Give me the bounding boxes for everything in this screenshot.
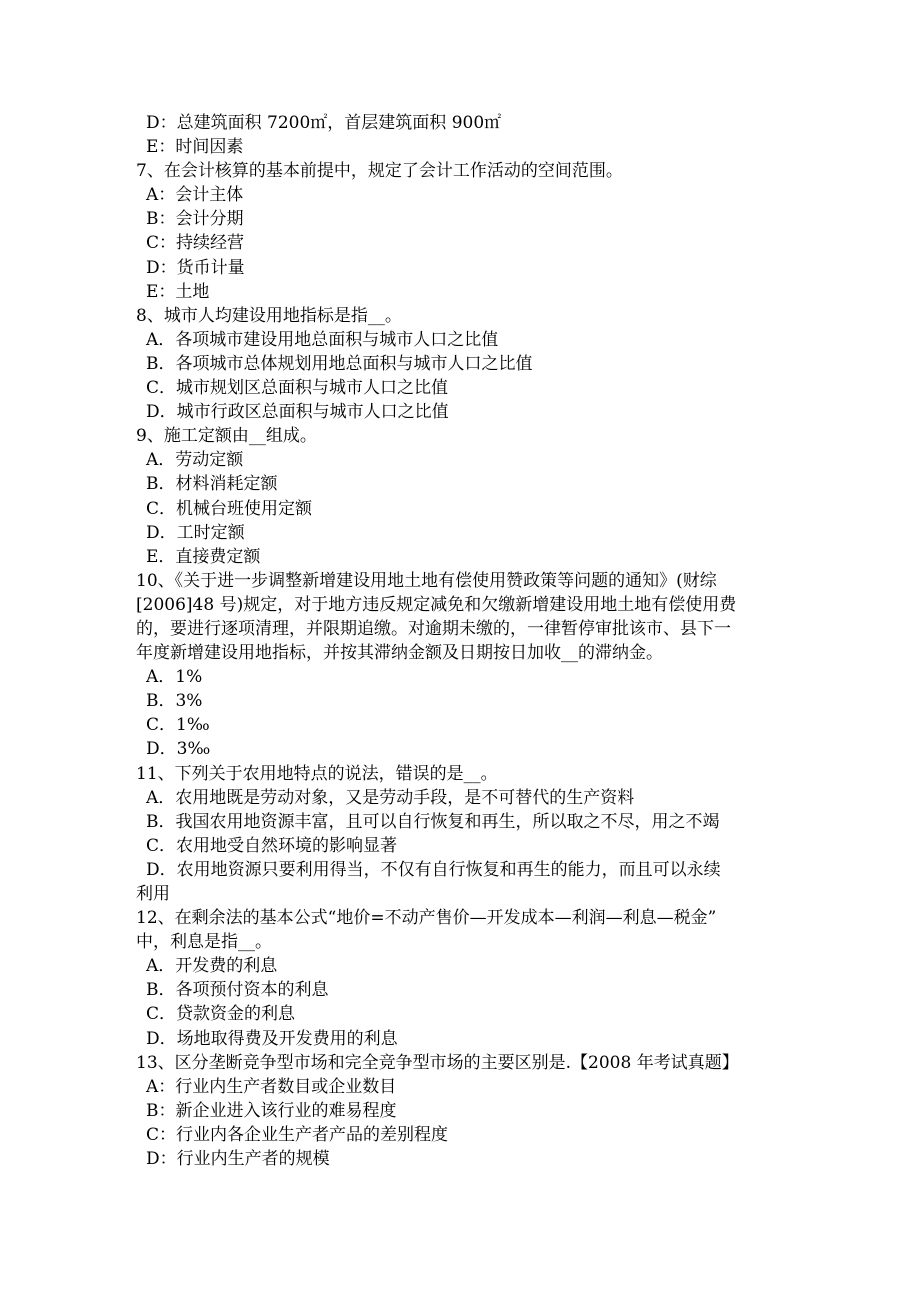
answer-option: C．贷款资金的利息 xyxy=(146,1004,296,1025)
answer-option: B．各项预付资本的利息 xyxy=(146,980,329,1001)
answer-option: B：会计分期 xyxy=(146,209,244,230)
answer-option: A．劳动定额 xyxy=(146,450,244,471)
answer-option: D．3‰ xyxy=(146,739,211,760)
question-text: 7、在会计核算的基本前提中，规定了会计工作活动的空间范围。 xyxy=(136,161,623,182)
answer-option: B．各项城市总体规划用地总面积与城市人口之比值 xyxy=(146,353,533,374)
answer-option: E．直接费定额 xyxy=(146,546,261,567)
answer-option: E：时间因素 xyxy=(146,137,244,158)
answer-option: D：货币计量 xyxy=(146,257,245,278)
answer-option: C．机械台班使用定额 xyxy=(146,498,313,519)
question-text: 中，利息是指__。 xyxy=(136,932,272,953)
answer-option: C：行业内各企业生产者产品的差别程度 xyxy=(146,1124,449,1145)
answer-option: D：总建筑面积 7200㎡，首层建筑面积 900㎡ xyxy=(146,113,502,133)
answer-option: D．城市行政区总面积与城市人口之比值 xyxy=(146,402,449,423)
answer-option: B．3% xyxy=(146,691,203,712)
answer-option: C．1‰ xyxy=(146,715,210,736)
answer-option: D．农用地资源只要利用得当，不仅有自行恢复和再生的能力，而且可以永续 xyxy=(146,859,721,880)
answer-option: A．农用地既是劳动对象，又是劳动手段，是不可替代的生产资料 xyxy=(146,787,635,808)
answer-option: C．农用地受自然环境的影响显著 xyxy=(146,835,398,856)
question-text: 11、下列关于农用地特点的说法，错误的是__。 xyxy=(136,763,498,784)
question-text: 10、《关于进一步调整新增建设用地土地有偿使用赞政策等问题的通知》(财综 xyxy=(136,570,717,591)
answer-option: D．工时定额 xyxy=(146,522,245,543)
answer-option: A．1% xyxy=(146,667,203,688)
answer-option: D．场地取得费及开发费用的利息 xyxy=(146,1028,398,1049)
answer-option: A．开发费的利息 xyxy=(146,956,278,977)
question-text: 9、施工定额由__组成。 xyxy=(136,426,317,447)
answer-option: A：会计主体 xyxy=(146,185,244,206)
answer-option: C：持续经营 xyxy=(146,233,245,254)
answer-option: B．材料消耗定额 xyxy=(146,474,278,495)
answer-option: A：行业内生产者数目或企业数目 xyxy=(146,1076,397,1097)
question-text: 12、在剩余法的基本公式“地价=不动产售价—开发成本—利润—利息—税金” xyxy=(136,908,717,929)
answer-option: D：行业内生产者的规模 xyxy=(146,1149,330,1170)
answer-option: B：新企业进入该行业的难易程度 xyxy=(146,1100,397,1121)
question-text: 年度新增建设用地指标，并按其滞纳金额及日期按日加收__的滞纳金。 xyxy=(136,643,663,664)
question-text: 13、区分垄断竞争型市场和完全竞争型市场的主要区别是.【2008 年考试真题】 xyxy=(136,1052,739,1073)
question-text: 的，要进行逐项清理，并限期追缴。对逾期未缴的，一律暂停审批该市、县下一 xyxy=(136,618,731,639)
answer-option: C．城市规划区总面积与城市人口之比值 xyxy=(146,378,449,399)
answer-option: A．各项城市建设用地总面积与城市人口之比值 xyxy=(146,329,499,350)
answer-option: B．我国农用地资源丰富，且可以自行恢复和再生，所以取之不尽，用之不竭 xyxy=(146,811,720,832)
document-page xyxy=(136,111,800,1171)
question-text: 利用 xyxy=(136,884,170,904)
question-text: 8、城市人均建设用地指标是指__。 xyxy=(136,305,402,326)
question-text: [2006]48 号)规定，对于地方违反规定减免和欠缴新增建设用地土地有偿使用费 xyxy=(136,594,737,615)
answer-option: E：土地 xyxy=(146,281,210,302)
